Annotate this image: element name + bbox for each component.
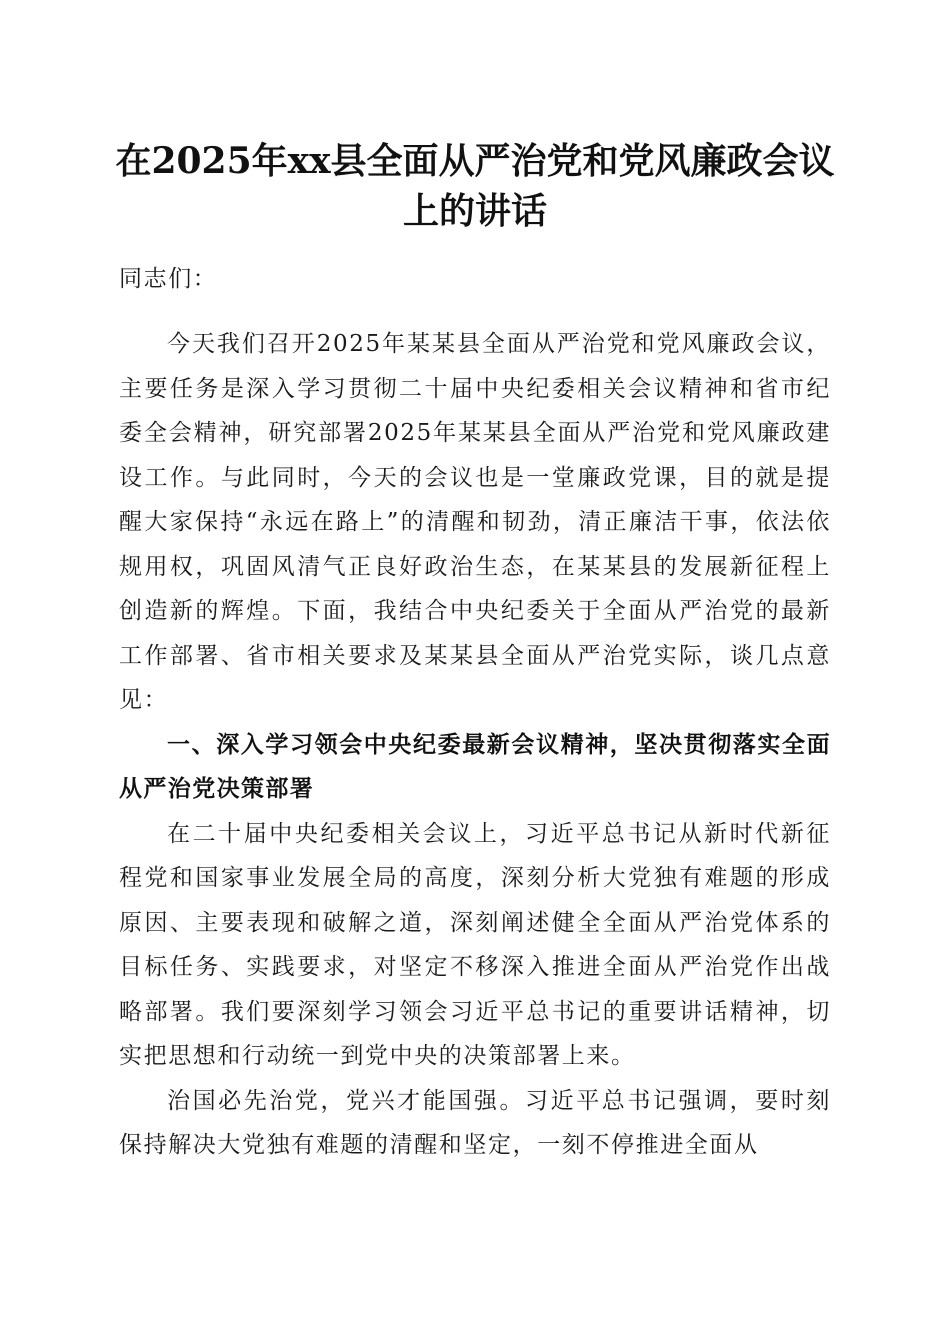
document-body: [119, 322, 831, 1168]
section-paragraph: 在二十届中央纪委相关会议上，习近平总书记从新时代新征程党和国家事业发展全局的高度，深刻分析大党独有难题的形成原因、主要表现和破解之道，深刻阐述健全全面从严治党体系的目标任务、实践要求，对坚定不移深入推进全面从严治党作出战略部署。我们要深刻学习领会习近平总书记的重要讲话精神，切实把思想和行动统一到党中央的决策部署上来。: [119, 820, 831, 1069]
section-paragraph: 治国必先治党，党兴才能国强。习近平总书记强调，要时刻保持解决大党独有难题的清醒和坚定，一刻不停推进全面从: [119, 1087, 831, 1158]
title-line-2: 上的讲话: [402, 190, 547, 232]
title-line-1: 在2025年xx县全面从严治党和党风廉政会议: [115, 140, 835, 182]
document-title: [100, 136, 850, 236]
salutation: 同志们：: [119, 266, 218, 292]
section-heading: 一、深入学习领会中央纪委最新会议精神，坚决贯彻落实全面从严治党决策部署: [119, 731, 831, 802]
intro-paragraph: 今天我们召开2025年某某县全面从严治党和党风廉政会议，主要任务是深入学习贯彻二十届中央纪委相关会议精神和省市纪委全会精神，研究部署2025年某某县全面从严治党和党风廉政建设工作。与此同时，今天的会议也是一堂廉政党课，目的就是提醒大家保持“永远在路上”的清醒和韧劲，清正廉洁干事，依法依规用权，巩固风清气正良好政治生态，在某某县的发展新征程上创造新的辉煌。下面，我结合中央纪委关于全面从严治党的最新工作部署、省市相关要求及某某县全面从严治党实际，谈几点意见：: [119, 331, 831, 713]
